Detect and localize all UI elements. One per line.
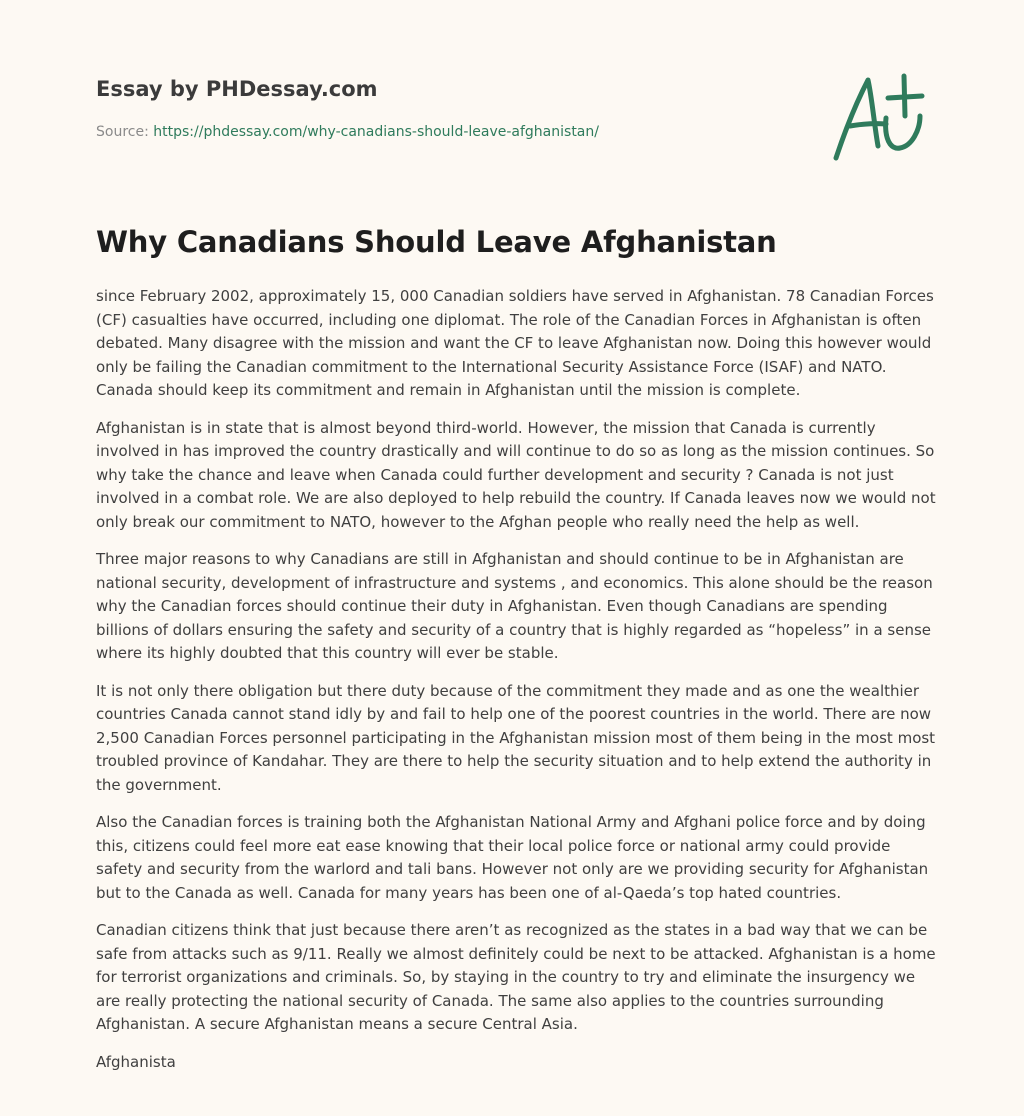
source-line bbox=[96, 124, 599, 140]
essay-body bbox=[96, 285, 936, 1088]
a-plus-logo-icon bbox=[828, 68, 928, 164]
paragraph: since February 2002, approximately 15, 000 Canadian soldiers have served in Afghanistan. 78 Canadian Forces (CF) casualties have occurred, including one diplomat. The role of the Canadian Forces in Afghanistan is often debated. Many disagree with the mission and want the CF to leave Afghanistan now. Doing this however would only be failing the Canadian commitment to the International Security Assistance Force (ISAF) and NATO. Canada should keep its commitment and remain in Afghanistan until the mission is complete. bbox=[96, 287, 934, 399]
page-title: Why Canadians Should Leave Afghanistan bbox=[96, 225, 777, 259]
brand-title: Essay by PHDessay.com bbox=[96, 77, 378, 101]
source-link[interactable]: https://phdessay.com/why-canadians-should-leave-afghanistan/ bbox=[153, 124, 599, 140]
paragraph: Afghanistan is in state that is almost beyond third-world. However, the mission that Canada is currently involved in has improved the country drastically and will continue to do so as long as the mission continues. So why take the chance and leave when Canada could further development and security ? Canada is not just involved in a combat role. We are also deployed to help rebuild the country. If Canada leaves now we would not only break our commitment to NATO, however to the Afghan people who really need the help as well. bbox=[96, 418, 936, 531]
paragraph: Three major reasons to why Canadians are still in Afghanistan and should continue to be in Afghanistan are national security, development of infrastructure and systems , and economics. This alone should be the reason why the Canadian forces should continue their duty in Afghanistan. Even though Canadians are spending billions of dollars ensuring the safety and security of a country that is highly regarded as “hopeless” in a sense where its highly doubted that this country will ever be stable. bbox=[96, 550, 933, 662]
paragraph: Afghanista bbox=[96, 1052, 176, 1071]
paragraph: It is not only there obligation but there duty because of the commitment they made and as one the wealthier countries Canada cannot stand idly by and fail to help one of the poorest countries in the world. There are now 2,500 Canadian Forces personnel participating in the Afghanistan mission most of them being in the most most troubled province of Kandahar. They are there to help the security situation and to help extend the authority in the government. bbox=[96, 681, 936, 794]
paragraph: Canadian citizens think that just because there aren’t as recognized as the states in a bad way that we can be safe from attacks such as 9/11. Really we almost definitely could be next to be attacked. Afghanistan is a home for terrorist organizations and criminals. So, by staying in the country to try and eliminate the insurgency we are really protecting the national security of Canada. The same also applies to the countries surrounding Afghanistan. A secure Afghanistan means a secure Central Asia. bbox=[96, 921, 936, 1033]
header bbox=[96, 0, 928, 200]
source-label: Source: bbox=[96, 124, 149, 140]
paragraph: Also the Canadian forces is training both the Afghanistan National Army and Afghani police force and by doing this, citizens could feel more eat ease knowing that their local police force or national army could provide safety and security from the warlord and tali bans. However not only are we providing security for Afghanistan but to the Canada as well. Canada for many years has been one of al-Qaeda’s top hated countries. bbox=[96, 813, 929, 902]
